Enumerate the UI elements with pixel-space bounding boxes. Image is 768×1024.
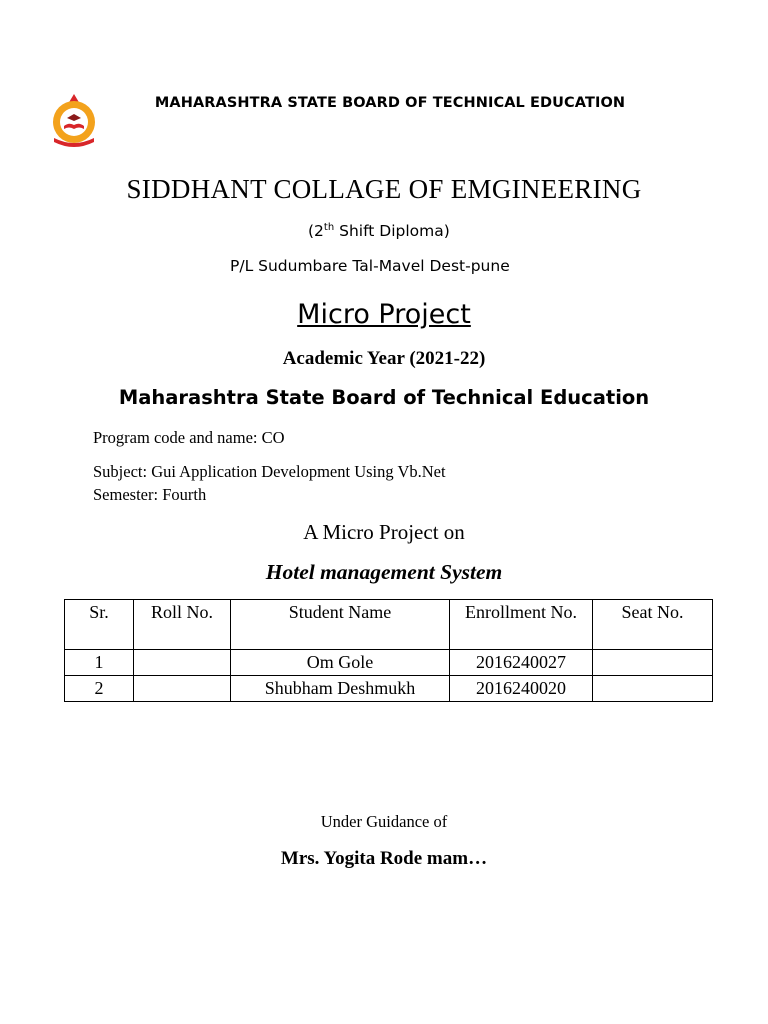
college-address: P/L Sudumbare Tal-Mavel Dest-pune <box>230 257 510 275</box>
table-cell <box>593 676 713 702</box>
board-subheading: Maharashtra State Board of Technical Education <box>118 386 650 409</box>
column-header: Student Name <box>231 600 450 650</box>
college-name: SIDDHANT COLLAGE OF EMGINEERING <box>126 174 642 204</box>
table-cell: 1 <box>65 650 134 676</box>
project-intro: A Micro Project on <box>303 520 465 544</box>
table-cell: Shubham Deshmukh <box>231 676 450 702</box>
table-header-row <box>65 600 713 650</box>
board-heading: MAHARASHTRA STATE BOARD OF TECHNICAL EDUCATION <box>154 95 626 111</box>
column-header: Sr. <box>65 600 134 650</box>
table-row <box>65 650 713 676</box>
table-cell <box>593 650 713 676</box>
table-cell: 2016240020 <box>450 676 593 702</box>
academic-year: Academic Year (2021-22) <box>282 348 486 369</box>
table-cell: 2 <box>65 676 134 702</box>
column-header: Enrollment No. <box>450 600 593 650</box>
project-name: Hotel management System <box>265 560 503 584</box>
program-line: Program code and name: CO <box>93 428 285 447</box>
subject-line: Subject: Gui Application Development Using Vb.Net <box>93 462 446 481</box>
semester-line: Semester: Fourth <box>93 485 207 504</box>
table-cell <box>134 676 231 702</box>
table-row <box>65 676 713 702</box>
table-cell <box>134 650 231 676</box>
guide-name: Mrs. Yogita Rode mam… <box>280 848 488 869</box>
table-cell: 2016240027 <box>450 650 593 676</box>
student-table <box>64 599 713 702</box>
table-cell: Om Gole <box>231 650 450 676</box>
shift-label: (2th Shift Diploma) <box>308 222 450 241</box>
column-header: Roll No. <box>134 600 231 650</box>
guidance-label: Under Guidance of <box>320 812 448 831</box>
siddhant-group-seal-icon <box>40 92 108 156</box>
college-logo <box>40 92 108 156</box>
column-header: Seat No. <box>593 600 713 650</box>
document-title: Micro Project <box>297 299 471 330</box>
